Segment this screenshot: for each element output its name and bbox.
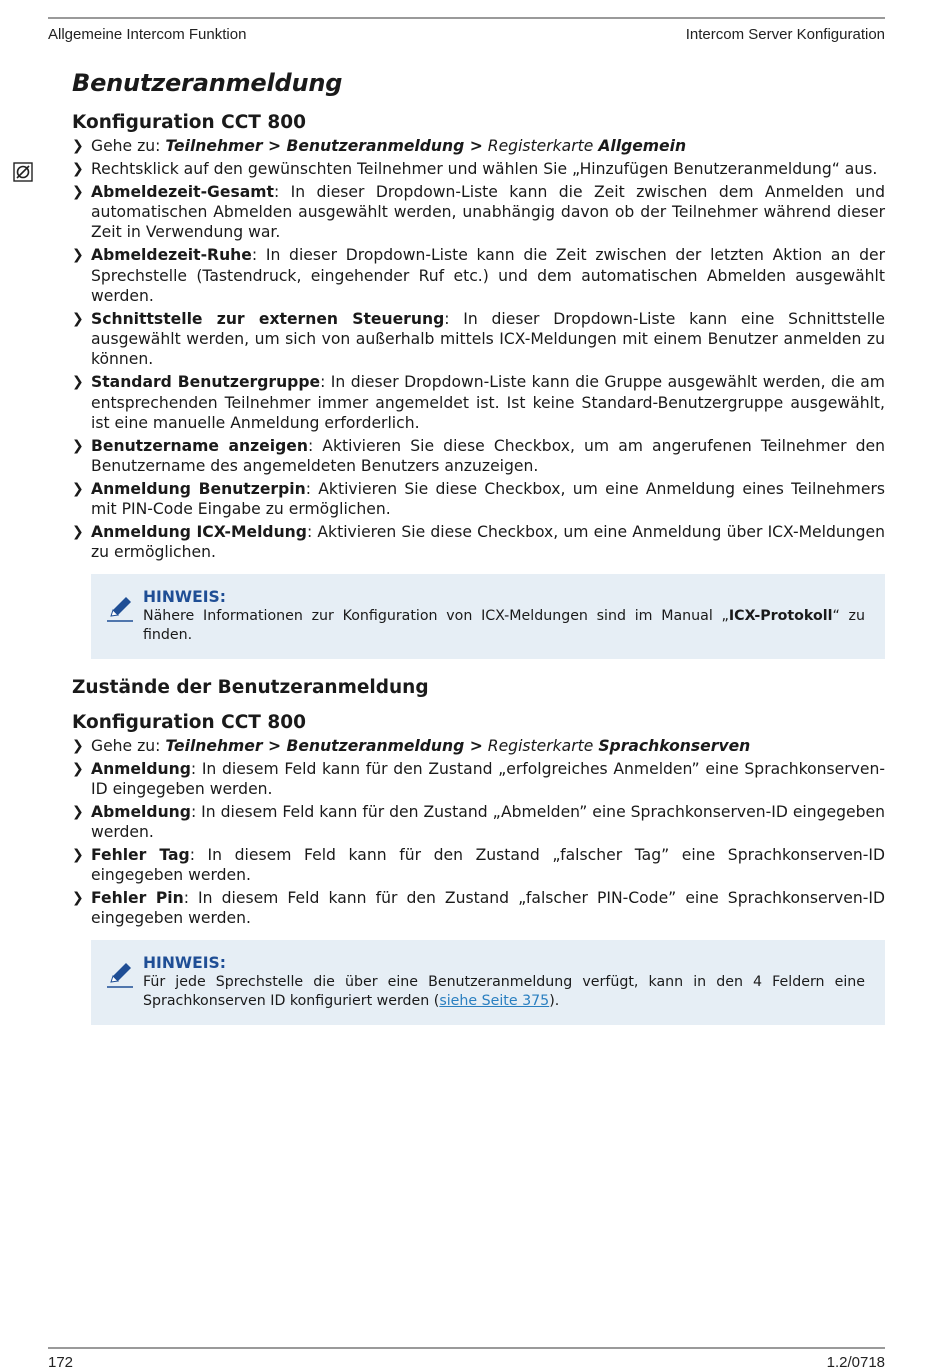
page-footer (48, 1347, 885, 1371)
tab-name: Allgemein (598, 137, 687, 155)
field-term: Fehler Tag (91, 845, 190, 864)
document-version: 1.2/0718 (826, 1354, 885, 1371)
page-reference-link[interactable]: siehe Seite 375 (439, 992, 550, 1009)
list-item: ❯ Fehler Pin: In diesem Feld kann für den Zustand „falscher PIN-Code” eine Sprachkonserven-ID eingegeben werden. (72, 889, 885, 928)
note-text: Nähere Informationen zur Konfiguration von ICX-Meldungen sind im Manual „ICX-Protokoll“ zu finden. (143, 607, 865, 643)
field-term: Benutzername anzeigen (91, 436, 308, 455)
list-item: ❯ Standard Benutzergruppe: In dieser Dropdown-Liste kann die Gruppe ausgewählt werden, die am entsprechenden Teilnehmer immer angemeldet ist. Ist keine Standard-Benutzergruppe ausgewählt, ist eine manuelle Anmeldung erforderlich. (72, 373, 885, 432)
page-content (72, 66, 885, 1025)
pen-icon (105, 594, 135, 624)
note-title: HINWEIS: (143, 587, 227, 606)
tab-name: Sprachkonserven (598, 736, 751, 755)
list-item: ❯ Anmeldung Benutzerpin: Aktivieren Sie diese Checkbox, um eine Anmeldung eines Teilnehmers mit PIN-Code Eingabe zu ermöglichen. (72, 479, 885, 519)
section-heading-config: Konfiguration CCT 800 (72, 112, 306, 133)
list-item: ❯ Abmeldezeit-Ruhe: In dieser Dropdown-Liste kann die Zeit zwischen der letzten Aktion an der Sprechstelle (Tastendruck, eingehender Ruf etc.) und dem automatischen Abmelden ausgewählt werden. (72, 246, 885, 305)
page-title: Benutzeranmeldung (72, 69, 343, 97)
config-list (72, 136, 885, 563)
chevron-right-icon: ❯ (72, 183, 84, 200)
list-item: ❯ Gehe zu: Teilnehmer > Benutzeranmeldung > Registerkarte Sprachkonserven (72, 736, 751, 755)
list-item: ❯ Rechtsklick auf den gewünschten Teilnehmer und wählen Sie „Hinzufügen Benutzeranmeldung“ aus. (72, 159, 878, 178)
no-entry-icon (13, 162, 33, 182)
list-item: ❯ Fehler Tag: In diesem Feld kann für den Zustand „falscher Tag” eine Sprachkonserven-ID eingegeben werden. (72, 845, 885, 885)
field-term: Anmeldung ICX-Meldung (91, 523, 307, 542)
note-title: HINWEIS: (143, 953, 227, 972)
chevron-right-icon: ❯ (72, 437, 84, 454)
section-heading-states: Zustände der Benutzeranmeldung (72, 676, 429, 698)
states-list (72, 736, 885, 929)
list-item: ❯ Anmeldung ICX-Meldung: Aktivieren Sie diese Checkbox, um eine Anmeldung über ICX-Meldungen zu ermöglichen. (72, 523, 886, 562)
field-term: Standard Benutzergruppe (91, 373, 321, 392)
field-term: Abmeldung (91, 802, 191, 821)
list-item: ❯ Abmeldung: In diesem Feld kann für den Zustand „Abmelden” eine Sprachkonserven-ID eingegeben werden. (72, 802, 885, 842)
chevron-right-icon: ❯ (72, 803, 84, 820)
list-item: ❯ Schnittstelle zur externen Steuerung: In dieser Dropdown-Liste kann eine Schnittstelle ausgewählt werden, um sich von außerhalb mittels ICX-Meldungen mit einem Benutzer anmelden zu können. (72, 309, 885, 369)
chevron-right-icon: ❯ (72, 160, 84, 177)
chevron-right-icon: ❯ (72, 524, 84, 541)
menu-path: Teilnehmer > Benutzeranmeldung > (165, 736, 483, 755)
header-chapter: Allgemeine Intercom Funktion (48, 26, 247, 43)
note-box-2 (91, 940, 885, 1025)
field-term: Abmeldezeit-Ruhe (91, 246, 252, 265)
chevron-right-icon: ❯ (72, 760, 84, 777)
section-heading-config-2: Konfiguration CCT 800 (72, 711, 306, 733)
chevron-right-icon: ❯ (72, 480, 84, 497)
chevron-right-icon: ❯ (72, 890, 84, 907)
menu-path: Teilnehmer > Benutzeranmeldung > (165, 137, 483, 155)
chevron-right-icon: ❯ (72, 737, 84, 754)
field-term: Abmeldezeit-Gesamt (91, 182, 274, 201)
chevron-right-icon: ❯ (72, 846, 84, 863)
pen-icon (105, 960, 135, 990)
field-term: Fehler Pin (91, 889, 184, 908)
header-section: Intercom Server Konfiguration (685, 26, 885, 43)
chevron-right-icon: ❯ (72, 247, 84, 264)
chevron-right-icon: ❯ (72, 310, 84, 327)
note-text: Für jede Sprechstelle die über eine Benutzeranmeldung verfügt, kann in den 4 Feldern eine Sprachkonserven ID konfiguriert werden (siehe Seite 375). (143, 973, 865, 1009)
chevron-right-icon: ❯ (72, 374, 84, 391)
list-item: ❯ Anmeldung: In diesem Feld kann für den Zustand „erfolgreiches Anmelden” eine Sprachkonserven-ID eingegeben werden. (72, 759, 885, 798)
note-box (91, 574, 885, 659)
list-item: ❯ Abmeldezeit-Gesamt: In dieser Dropdown-Liste kann die Zeit zwischen dem Anmelden und automatischen Abmelden ausgewählt werden, unabhängig davon ob der Teilnehmer während dieser Zeit in Verwendung war. (72, 182, 885, 242)
page-number: 172 (48, 1354, 74, 1371)
chevron-right-icon: ❯ (72, 138, 84, 154)
list-item: ❯ Benutzername anzeigen: Aktivieren Sie diese Checkbox, um am angerufenen Teilnehmer den Benutzername des angemeldeten Benutzers anzuzeigen. (72, 436, 885, 476)
field-term: Anmeldung (91, 759, 191, 778)
field-term: Anmeldung Benutzerpin (91, 479, 306, 498)
list-item: ❯ Gehe zu: Teilnehmer > Benutzeranmeldung > Registerkarte Allgemein (72, 137, 687, 155)
field-term: Schnittstelle zur externen Steuerung (91, 309, 445, 328)
page-header (48, 17, 885, 43)
